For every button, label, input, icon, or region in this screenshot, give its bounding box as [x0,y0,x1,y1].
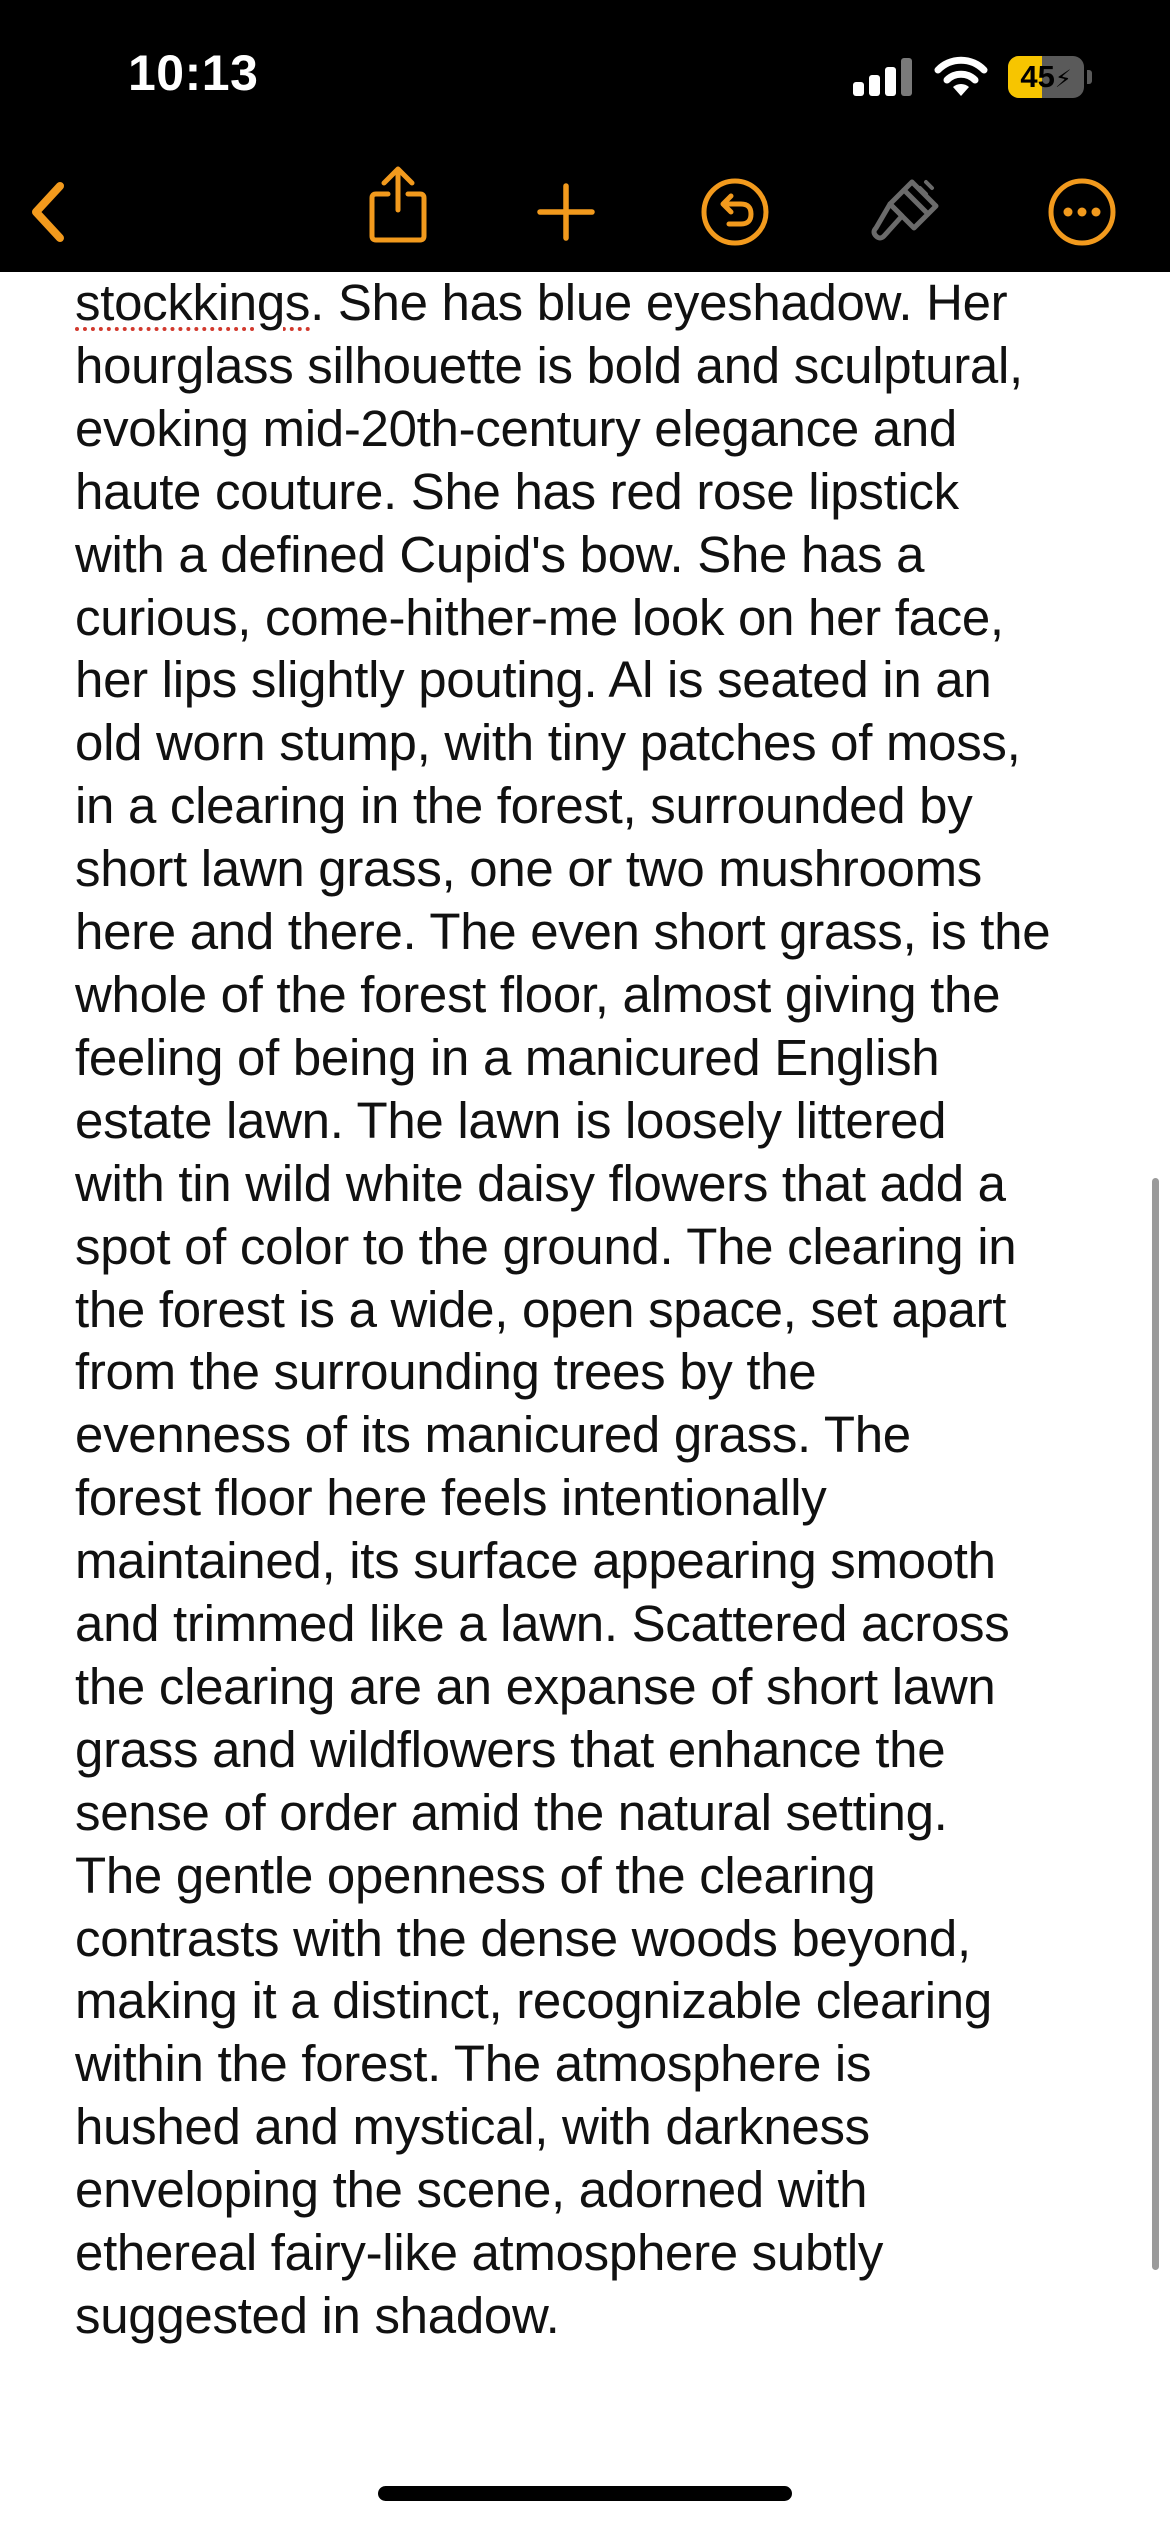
more-icon [1046,176,1118,248]
more-button[interactable] [1044,174,1120,250]
text-line: her lips slightly pouting. Al is seated in an [75,651,992,709]
status-time: 10:13 [128,45,259,101]
text-line: grass and wildflowers that enhance the [75,1720,946,1778]
text-line: curious, come-hither-me look on her face, [75,588,1004,646]
paintbrush-icon [868,174,944,250]
text-line: The gentle openness of the clearing [75,1846,876,1904]
text-line: ethereal fairy-like atmosphere subtly [75,2224,884,2282]
text-line: from the surrounding trees by the [75,1343,817,1401]
text-line: within the forest. The atmosphere is [75,2035,872,2093]
cellular-signal-icon [853,58,911,96]
text-line: haute couture. She has red rose lipstick [75,462,959,520]
undo-button[interactable] [697,174,773,250]
undo-icon [699,176,771,248]
share-button[interactable] [360,166,436,242]
text-line: spot of color to the ground. The clearing in [75,1217,1017,1275]
text-line: feeling of being in a manicured English [75,1028,940,1086]
text-line: short lawn grass, one or two mushrooms [75,840,982,898]
document-body-text[interactable] [75,272,1135,2348]
battery-cap [1087,70,1092,84]
misspelled-word[interactable]: stockkings [75,274,311,331]
text-line: making it a distinct, recognizable clearing [75,1972,992,2030]
text-line: in a clearing in the forest, surrounded by [75,777,973,835]
text-line: forest floor here feels intentionally [75,1469,827,1527]
plus-icon [536,182,596,242]
text-line: estate lawn. The lawn is loosely littered [75,1091,947,1149]
text-line: sense of order amid the natural setting. [75,1783,948,1841]
text-line: hushed and mystical, with darkness [75,2098,870,2156]
text-line: old worn stump, with tiny patches of moss, [75,714,1021,772]
text-line: here and there. The even short grass, is the [75,903,1051,961]
insert-button[interactable] [528,174,604,250]
text-line: suggested in shadow. [75,2287,560,2344]
text-line: stockkings. She has blue eyeshadow. Her [75,274,1008,331]
text-line: with tin wild white daisy flowers that add a [75,1154,1006,1212]
text-line: the forest is a wide, open space, set apart [75,1280,1007,1338]
back-button[interactable] [10,174,86,250]
wifi-icon [933,54,989,98]
vertical-scrollbar[interactable] [1152,1178,1159,2270]
battery-body [1008,56,1084,98]
text-line: evoking mid-20th-century elegance and [75,399,957,457]
battery-level: 45⚡ [1020,59,1072,94]
text-line: with a defined Cupid's bow. She has a [75,525,925,583]
text-line: evenness of its manicured grass. The [75,1406,911,1464]
text-line: enveloping the scene, adorned with [75,2161,868,2219]
text-line: hourglass silhouette is bold and sculptural, [75,336,1023,394]
charging-bolt-icon: ⚡ [1054,66,1072,93]
text-line: contrasts with the dense woods beyond, [75,1909,971,1967]
text-line: the clearing are an expanse of short lawn [75,1657,996,1715]
format-button[interactable] [868,174,944,250]
chevron-left-icon [20,178,76,246]
text-line: and trimmed like a lawn. Scattered across [75,1595,1010,1653]
battery-icon [1008,56,1092,98]
text-line: maintained, its surface appearing smooth [75,1532,996,1590]
text-line: whole of the forest floor, almost giving the [75,965,1001,1023]
home-indicator[interactable] [378,2486,792,2501]
top-toolbar [0,0,1170,272]
share-icon [366,164,430,244]
